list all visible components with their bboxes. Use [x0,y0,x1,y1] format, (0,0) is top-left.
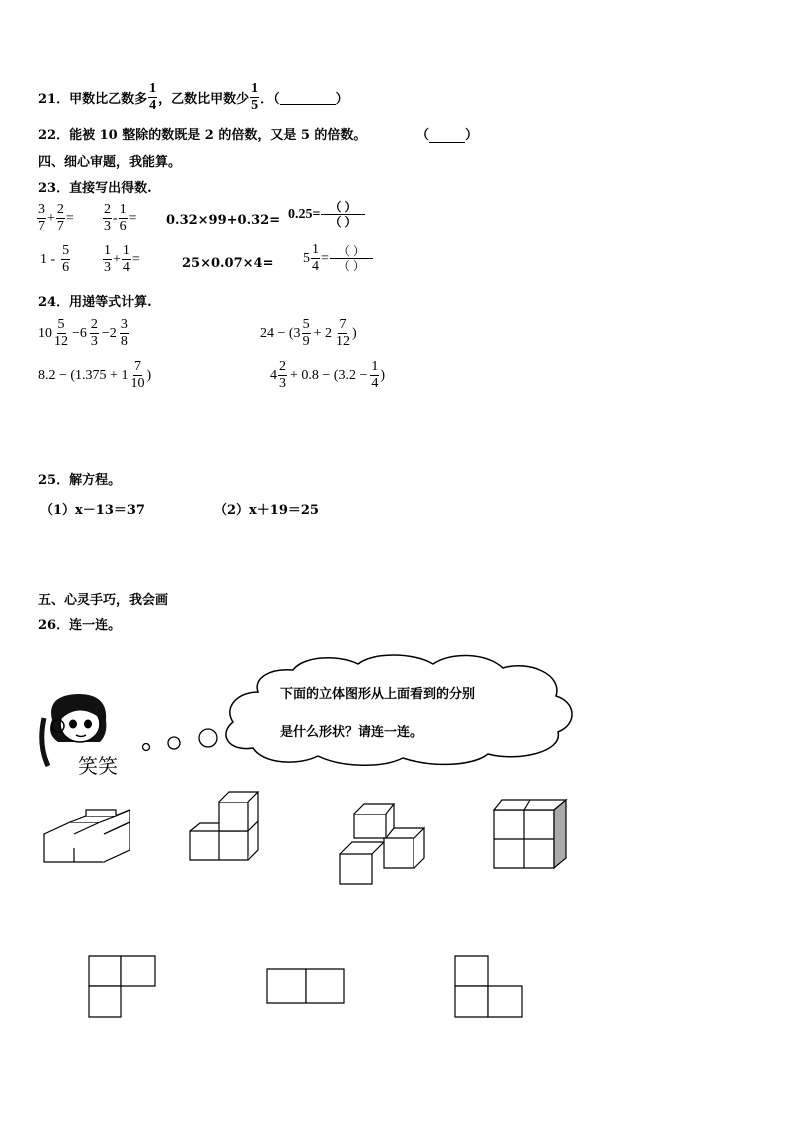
text: + 0.8 − (3.2 − [290,367,368,383]
question-22: 22．能被 10 整除的数既是 2 的倍数，又是 5 的倍数。 [38,128,367,143]
thought-dots [138,722,222,754]
fraction [119,203,128,234]
numerator: 3 [38,202,45,217]
q22-answer-blank[interactable] [429,128,465,143]
equals: = [65,210,74,226]
numerator: 1 [312,242,319,257]
denominator: 6 [119,219,127,234]
numerator: 5 [57,317,65,332]
fraction [311,243,320,274]
solid-figure-2[interactable] [186,788,266,866]
numerator: 5 [302,317,310,332]
numerator: 1 [251,81,259,96]
q21-answer-blank[interactable] [280,90,336,105]
text: 8.2 − (1.375 + 1 [38,367,129,383]
fraction [61,244,70,275]
denominator: 7 [38,219,45,234]
fraction [122,244,131,275]
whole: 1 - [40,251,56,267]
equals: = [128,210,137,226]
thought-bubble [218,652,582,770]
q24-expression-1 [38,318,130,349]
girl-name-label: 笑笑 [78,754,118,778]
question-26-title: 26．连一连。 [38,618,122,633]
numerator-blank[interactable]: （ ） [321,201,364,215]
q25-equation-1: （1）x－13＝37 [40,503,145,518]
q23-item-f [102,244,140,275]
q23-item-a [36,203,74,234]
whole: 4 [270,367,277,383]
q21-text-post: ．（ [260,92,280,107]
paren-open: （ [416,128,430,143]
numerator: 2 [279,359,286,374]
denominator: 3 [104,219,111,234]
denominator: 10 [130,376,145,391]
numerator-blank[interactable]: （ ） [330,245,373,259]
fraction [103,244,112,275]
numerator: 7 [133,359,141,374]
denominator: 12 [54,334,68,349]
whole: 10 [38,325,52,341]
question-25-title: 25．解方程。 [38,473,122,488]
denominator: 4 [122,260,130,275]
numerator: 1 [104,243,111,258]
q21-text-mid: ，乙数比甲数少 [158,92,250,107]
q24-expression-4 [270,360,385,391]
numerator: 2 [56,202,64,217]
q24-expression-2 [260,318,357,349]
denominator: 6 [62,260,70,275]
question-21 [38,82,349,113]
operator: + [113,251,121,267]
denominator: 9 [302,334,310,349]
blank-fraction[interactable] [321,201,364,228]
bubble-text-line-1: 下面的立体图形从上面看到的分别 [280,687,476,702]
q23-item-e [40,244,71,275]
q23-item-h [303,243,374,274]
blank-fraction[interactable] [330,245,373,272]
fraction [370,360,379,391]
fraction [37,203,46,234]
q23-item-d [288,201,366,228]
fraction [278,360,287,391]
paren: ) [146,367,152,383]
text: 24 − (3 [260,325,301,341]
solid-figure-4[interactable] [490,798,570,870]
fraction [120,318,129,349]
numerator: 2 [90,317,98,332]
denominator: 5 [251,98,259,113]
denominator: 3 [90,334,98,349]
operator: + 2 [313,325,332,341]
numerator: 5 [62,243,70,258]
fraction [90,318,99,349]
bubble-text-line-2: 是什么形状？请连一连。 [280,725,424,740]
fraction [103,203,112,234]
numerator: 1 [371,359,379,374]
top-view-shape-2[interactable] [264,966,348,1006]
q25-equation-2: （2）x＋19＝25 [214,503,319,518]
numerator: 7 [339,317,347,332]
numerator: 2 [104,202,111,217]
denominator: 8 [120,334,128,349]
numerator: 3 [120,317,128,332]
section-4-heading: 四、细心审题，我能算。 [38,155,182,170]
numerator: 1 [122,243,130,258]
q21-fraction-2 [250,82,259,113]
q21-text-end: ） [335,92,349,107]
numerator: 1 [119,202,127,217]
whole: 5 [303,250,310,266]
section-5-heading: 五、心灵手巧，我会画 [38,593,169,608]
operator: + [47,210,55,226]
denominator: 3 [279,376,286,391]
lhs: 0.25= [288,206,321,222]
q23-item-c: 0.32×99+0.32= [166,213,281,228]
denominator: 7 [56,219,64,234]
equals: = [321,250,329,266]
denominator: 4 [149,98,157,113]
operator: −2 [101,325,117,341]
paren-close: ） [465,128,479,143]
top-view-shape-3[interactable] [452,954,526,1020]
q23-item-g: 25×0.07×4= [182,256,274,271]
denominator: 12 [335,334,350,349]
fraction [302,318,311,349]
paren: ) [380,367,386,383]
question-23-title: 23．直接写出得数. [38,181,152,196]
operator: −6 [72,325,87,341]
equals: = [131,251,140,267]
q24-expression-3 [38,360,151,391]
fraction [129,360,145,391]
denominator-blank[interactable]: （ ） [329,215,357,229]
q22-answer [416,124,478,143]
q23-item-b [102,203,137,234]
denominator-blank[interactable]: （ ） [337,259,365,273]
fraction [53,318,69,349]
denominator: 3 [104,260,111,275]
denominator: 4 [371,376,379,391]
paren: ) [351,325,357,341]
solid-figure-3[interactable] [336,798,428,886]
fraction [56,203,65,234]
top-view-shape-1[interactable] [86,954,158,1020]
denominator: 4 [312,259,319,274]
question-24-title: 24．用递等式计算. [38,295,152,310]
operator: - [113,210,118,226]
fraction [335,318,351,349]
q21-text-pre: 21．甲数比乙数多 [38,92,148,107]
numerator: 1 [149,81,157,96]
solid-figure-1[interactable] [40,805,130,867]
q21-fraction-1 [148,82,157,113]
